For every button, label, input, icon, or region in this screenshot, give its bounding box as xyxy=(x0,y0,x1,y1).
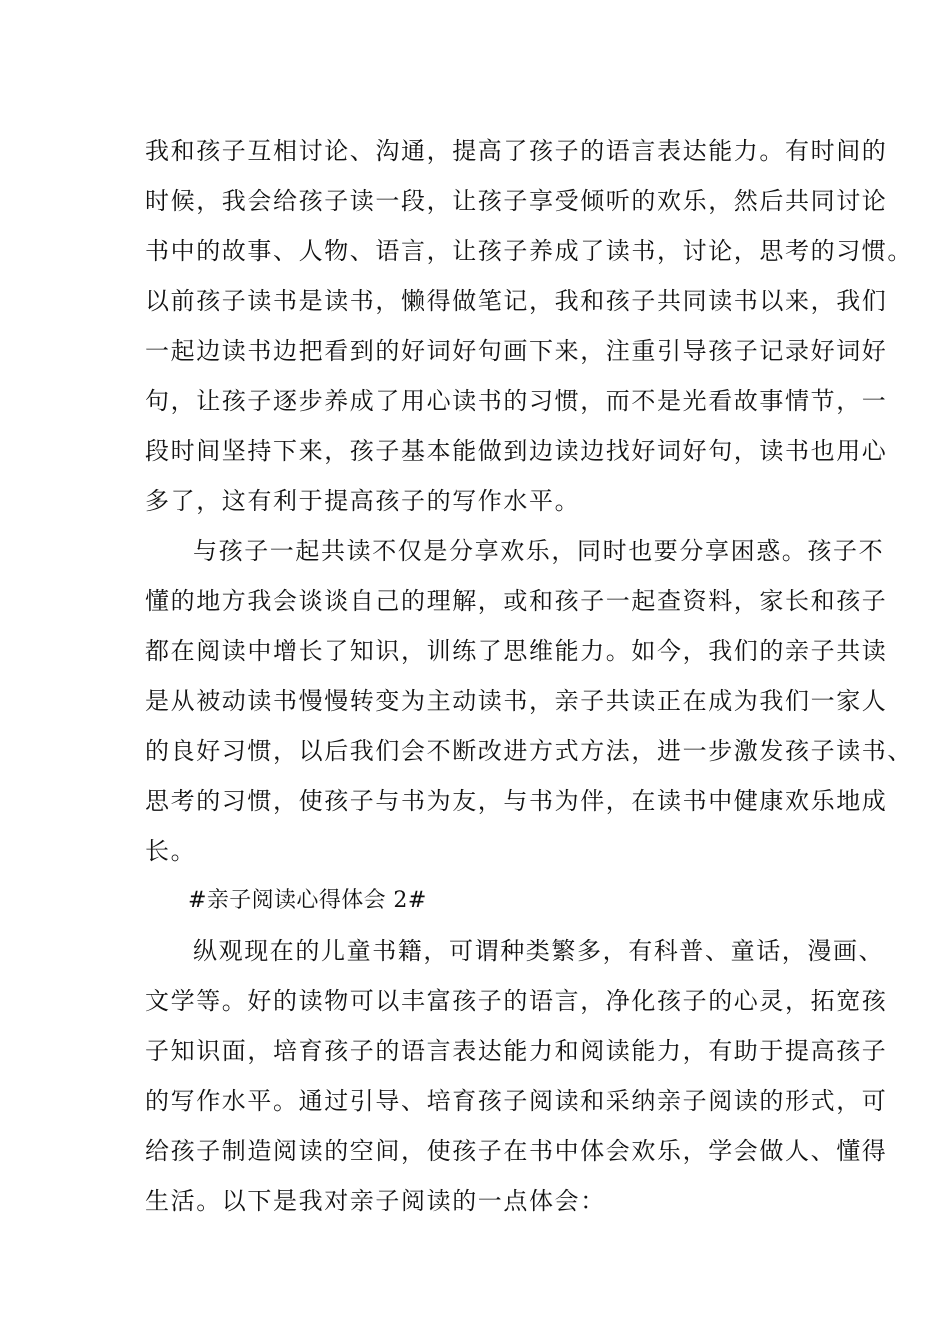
text-line: 纵观现在的儿童书籍，可谓种类繁多，有科普、童话，漫画、 xyxy=(193,937,885,965)
section-heading: #亲子阅读心得体会 2# xyxy=(188,888,427,913)
text-line: 时候，我会给孩子读一段，让孩子享受倾听的欢乐，然后共同讨论 xyxy=(145,187,888,215)
text-line: 是从被动读书慢慢转变为主动读书，亲子共读正在成为我们一家人 xyxy=(145,687,888,715)
text-line: 以前孩子读书是读书，懒得做笔记，我和孩子共同读书以来，我们 xyxy=(145,287,888,315)
text-line: 我和孩子互相讨论、沟通，提高了孩子的语言表达能力。有时间的 xyxy=(145,137,888,165)
text-line: 多了，这有利于提高孩子的写作水平。 xyxy=(145,487,581,515)
text-line: 给孩子制造阅读的空间，使孩子在书中体会欢乐，学会做人、懂得 xyxy=(145,1137,888,1165)
text-line: 思考的习惯，使孩子与书为友，与书为伴，在读书中健康欢乐地成 xyxy=(145,787,888,815)
text-line: 长。 xyxy=(145,837,197,865)
text-line: 子知识面，培育孩子的语言表达能力和阅读能力，有助于提高孩子 xyxy=(145,1037,888,1065)
text-line: 生活。以下是我对亲子阅读的一点体会： xyxy=(145,1187,606,1215)
text-line: 句，让孩子逐步养成了用心读书的习惯，而不是光看故事情节，一 xyxy=(145,387,888,415)
text-line: 都在阅读中增长了知识，训练了思维能力。如今，我们的亲子共读 xyxy=(145,637,888,665)
text-line: 段时间坚持下来，孩子基本能做到边读边找好词好句，读书也用心 xyxy=(145,437,888,465)
text-line: 文学等。好的读物可以丰富孩子的语言，净化孩子的心灵，拓宽孩 xyxy=(145,987,888,1015)
text-line: 书中的故事、人物、语言，让孩子养成了读书，讨论，思考的习惯。 xyxy=(145,237,913,265)
text-line: 懂的地方我会谈谈自己的理解，或和孩子一起查资料，家长和孩子 xyxy=(145,587,888,615)
text-line: 与孩子一起共读不仅是分享欢乐，同时也要分享困惑。孩子不 xyxy=(193,537,885,565)
text-line: 一起边读书边把看到的好词好句画下来，注重引导孩子记录好词好 xyxy=(145,337,888,365)
text-line: 的写作水平。通过引导、培育孩子阅读和采纳亲子阅读的形式，可 xyxy=(145,1087,888,1115)
text-line: 的良好习惯，以后我们会不断改进方式方法，进一步激发孩子读书、 xyxy=(145,737,913,765)
